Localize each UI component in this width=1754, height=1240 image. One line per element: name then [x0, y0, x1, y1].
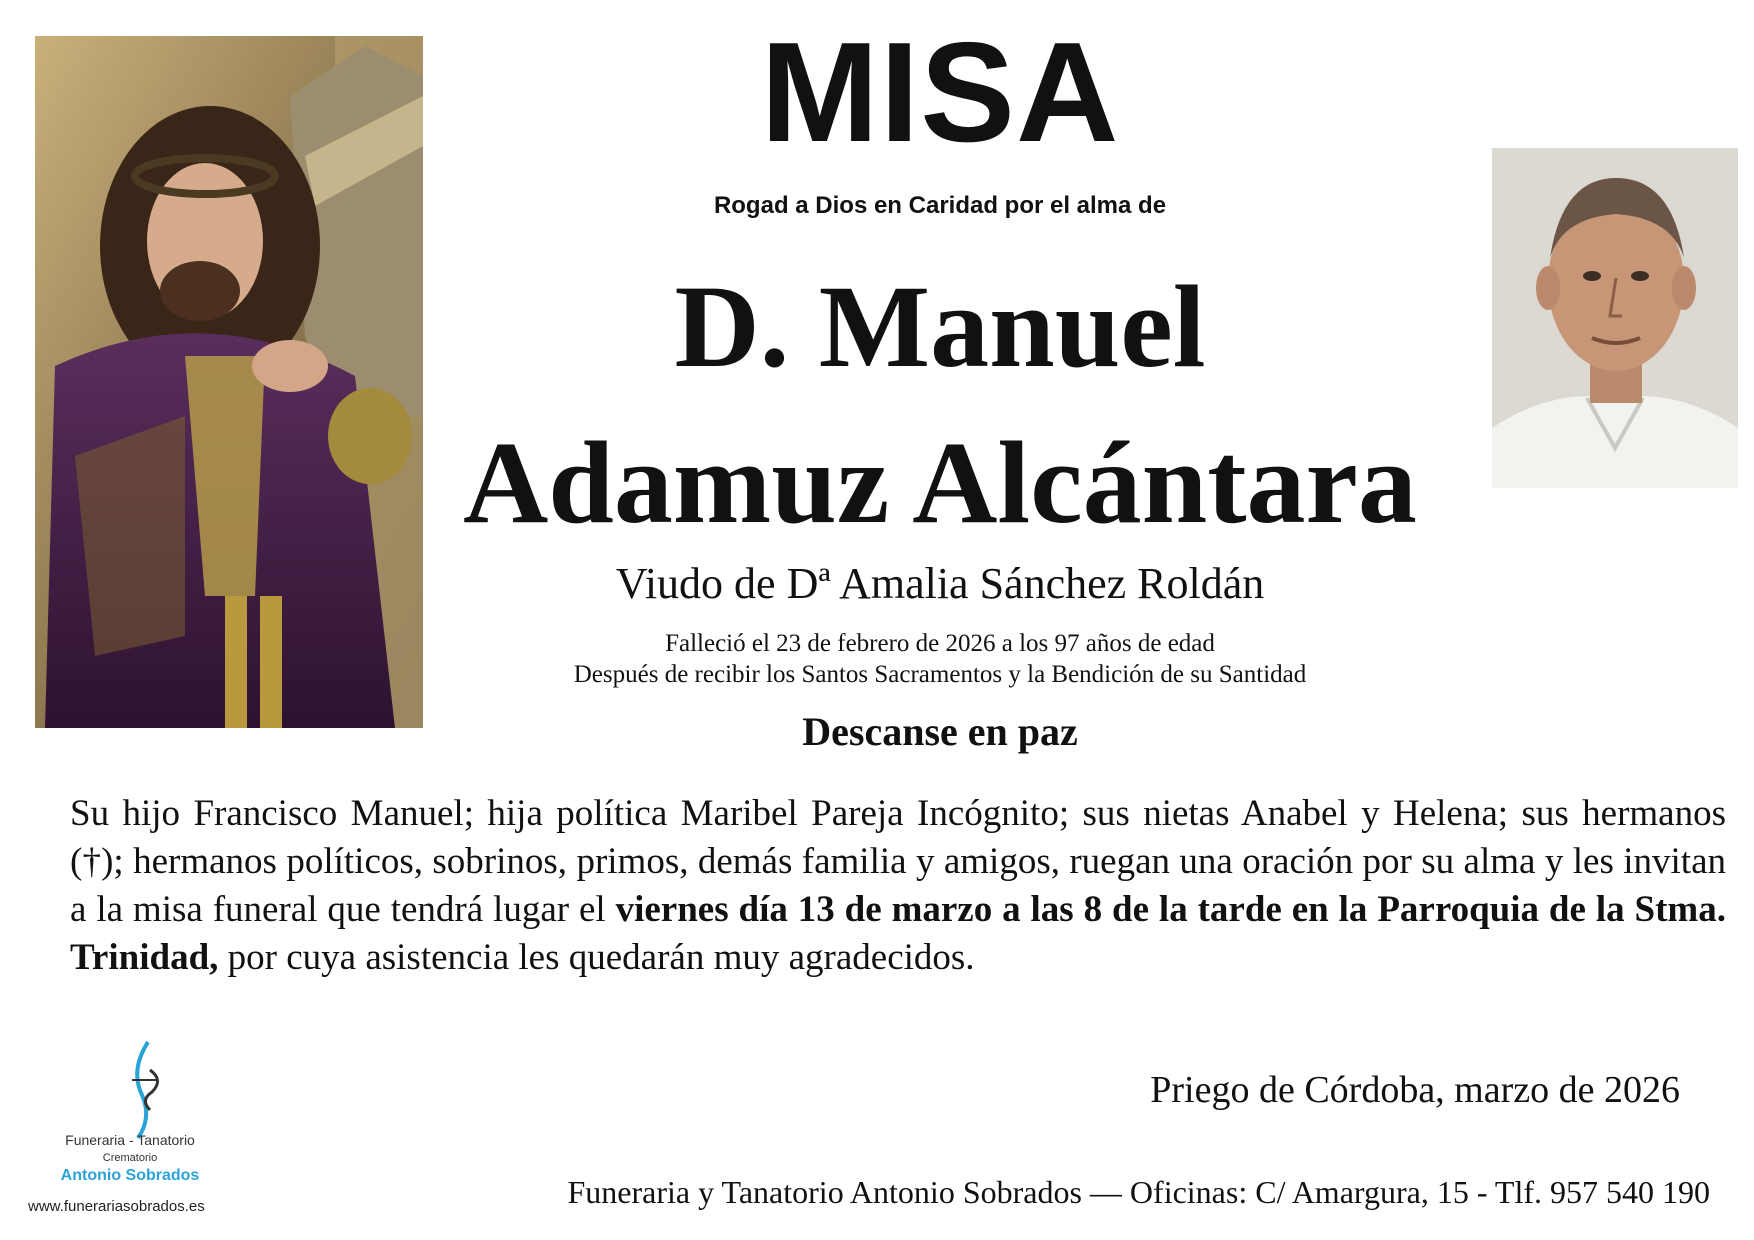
announcement-text-part2: por cuya asistencia les quedarán muy agradecidos.: [218, 937, 975, 978]
deceased-name-line2: Adamuz Alcántara: [463, 417, 1417, 548]
announcement-text-part1: Su hijo Francisco Manuel; hija política Maribel Pareja Incógnito; sus nietas Anabel y Helena; sus hermanos (†); hermanos políticos, sobrinos, primos, demás familia y amigos, ruegan una oración por su alma y les invitan a la misa funeral que tendrá lugar el: [70, 793, 1726, 930]
funeral-home-logo: [30, 1040, 250, 1230]
widow-line: Viudo de Dª Amalia Sánchez Roldán: [615, 559, 1265, 608]
death-date-line: Falleció el 23 de febrero de 2026 a los 97 años de edad: [665, 630, 1215, 657]
death-info: [470, 628, 1410, 691]
deceased-name-line1: D. Manuel: [674, 261, 1206, 392]
logo-mark-icon: [120, 1040, 170, 1140]
rest-in-peace: Descanse en paz: [802, 709, 1078, 754]
website-link[interactable]: www.funerariasobrados.es: [28, 1198, 205, 1215]
portrait-photo: [1492, 148, 1738, 488]
family-announcement: [70, 790, 1726, 982]
sacraments-line: Después de recibir los Santos Sacramentos y la Bendición de su Santidad: [573, 661, 1307, 689]
religious-statue-image: [35, 36, 423, 728]
logo-line1: Funeraria - Tanatorio: [65, 1132, 195, 1148]
mass-details: viernes día 13 de marzo a las 8 de la tarde en la Parroquia de la Stma. Trinidad,: [70, 889, 1726, 978]
mass-title: MISA: [760, 13, 1120, 172]
place-date: Priego de Córdoba, marzo de 2026: [1150, 1069, 1680, 1111]
prayer-subtitle: Rogad a Dios en Caridad por el alma de: [713, 192, 1167, 219]
funeral-home-footer: Funeraria y Tanatorio Antonio Sobrados — Oficinas: C/ Amargura, 15 - Tlf. 957 540 190: [567, 1174, 1710, 1210]
logo-line3: Antonio Sobrados: [60, 1167, 200, 1184]
logo-line2: Crematorio: [102, 1152, 158, 1164]
